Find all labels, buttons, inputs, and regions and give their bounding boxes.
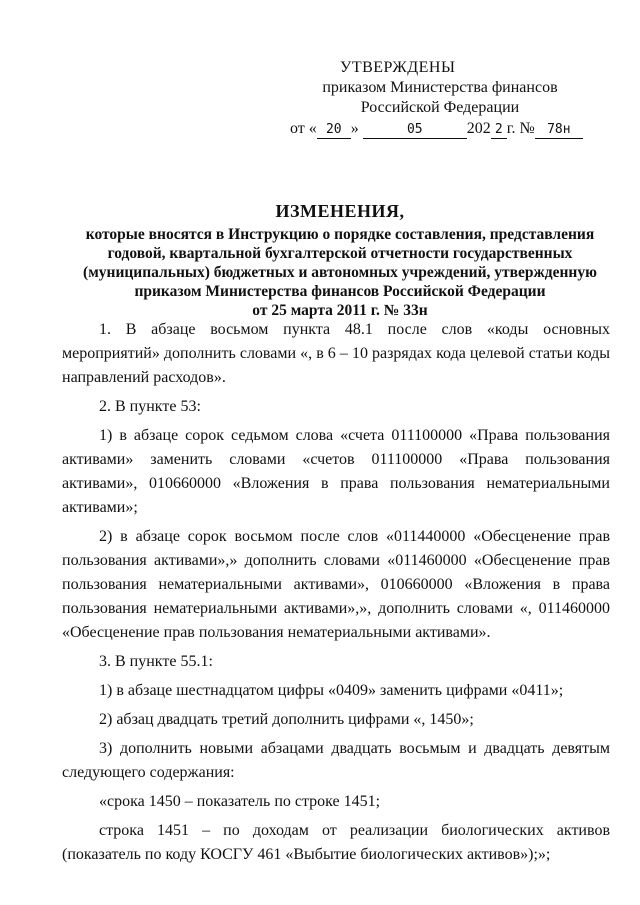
order-year-prefix: 202 [466,120,491,137]
approval-order-line [290,119,590,139]
order-number: 78н [535,122,583,139]
heading-line: годовой, квартальной бухгалтерской отчетности государственных [107,245,573,262]
heading-line: которые вносятся в Инструкцию о порядке составления, представления [85,226,595,243]
document-body [62,318,610,872]
heading-main: ИЗМЕНЕНИЯ, [275,201,405,221]
paragraph: 1) в абзаце шестнадцатом цифры «0409» заменить цифрами «0411»; [99,682,564,699]
paragraph: 2) абзац двадцать третий дополнить цифрами «, 1450»; [99,711,474,728]
order-close-quote: » [350,120,359,137]
approval-title: УТВЕРЖДЕНЫ [340,59,456,76]
paragraph: 3) дополнить новыми абзацами двадцать восьмым и двадцать девятым следующего содержания: [62,740,610,781]
approval-block [290,58,590,139]
heading-line: от 25 марта 2011 г. № 33н [252,302,428,319]
order-from-label: от « [290,120,317,137]
paragraph: 3. В пункте 55.1: [99,653,213,670]
order-year-suffix: г. № [506,120,535,137]
paragraph: 1) в абзаце сорок седьмом слова «счета 011100000 «Права пользования активами» заменить словами «счетов 011100000 «Права пользования активами», 010660000 «Вложения в права пользования нематериальными активами»; [62,427,610,516]
order-year-digit: 2 [491,122,507,139]
heading-line: (муниципальных) бюджетных и автономных учреждений, утвержденную [83,264,597,281]
paragraph: «срока 1450 – показатель по строке 1451; [99,793,381,810]
document-heading [60,202,620,320]
paragraph: строка 1451 – по доходам от реализации биологических активов (показатель по коду КОСГУ 461 «Выбытие биологических активов»);»; [62,822,610,863]
order-month: 05 [363,122,467,139]
paragraph: 2. В пункте 53: [99,398,201,415]
paragraph: 1. В абзаце восьмом пункта 48.1 после слов «коды основных мероприятий» дополнить словами «, в 6 – 10 разрядах кода целевой статьи коды направлений расходов». [62,321,610,386]
order-day: 20 [317,122,351,139]
approval-issuer-country: Российской Федерации [360,99,520,116]
heading-line: приказом Министерства финансов Российской Федерации [134,283,546,300]
approval-issuer: приказом Министерства финансов [322,79,558,96]
paragraph: 2) в абзаце сорок восьмом после слов «011440000 «Обесценение прав пользования активами»,» дополнить словами «011460000 «Обесценение прав пользования нематериальными активами», 010660000 «Вложения в права пользования нематериальными активами»,», дополнить словами «, 011460000 «Обесценение прав пользования нематериальными активами». [62,528,610,641]
